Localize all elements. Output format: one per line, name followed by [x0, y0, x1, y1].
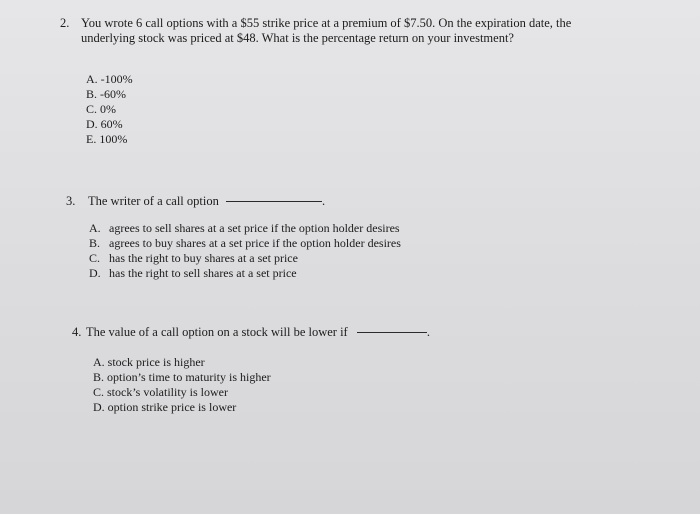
- question-4-option-a[interactable]: A. stock price is higher: [93, 355, 205, 369]
- question-3-option-d[interactable]: [89, 266, 401, 281]
- question-3-number: 3.: [66, 194, 76, 208]
- question-4-option-d[interactable]: D. option strike price is lower: [93, 400, 237, 414]
- question-2-text-2: underlying stock was priced at $48. What is the percentage return on your investment?: [81, 31, 514, 45]
- question-4-number: 4.: [72, 325, 82, 339]
- question-4-stem-end: .: [426, 325, 430, 339]
- question-4: [72, 325, 430, 340]
- question-3-stem: [66, 194, 325, 209]
- question-3-answer-blank[interactable]: [226, 201, 322, 202]
- question-2-option-d[interactable]: D. 60%: [86, 117, 123, 131]
- question-4-options: [93, 355, 271, 415]
- question-2-number: 2.: [60, 16, 70, 30]
- question-4-answer-blank[interactable]: [357, 332, 427, 333]
- question-3: [66, 194, 325, 209]
- question-4-option-b[interactable]: B. option’s time to maturity is higher: [93, 370, 271, 384]
- question-3-stem-end: .: [321, 194, 326, 208]
- option-letter: A.: [89, 221, 101, 235]
- option-letter: D.: [89, 266, 101, 280]
- question-2-line-1: [60, 16, 571, 31]
- question-2-option-e[interactable]: E. 100%: [86, 132, 128, 146]
- question-3-option-b[interactable]: [89, 236, 401, 251]
- question-3-option-a[interactable]: [89, 221, 401, 236]
- question-2-option-c[interactable]: C. 0%: [86, 102, 116, 116]
- option-text: agrees to buy shares at a set price if the option holder desires: [109, 236, 401, 250]
- question-4-stem: [72, 325, 430, 340]
- question-3-options: [89, 221, 401, 281]
- question-3-text: The writer of a call option: [88, 194, 219, 208]
- question-2-options: [86, 72, 133, 147]
- option-text: agrees to sell shares at a set price if the option holder desires: [109, 221, 400, 235]
- option-letter: B.: [89, 236, 101, 250]
- option-letter: C.: [89, 251, 101, 265]
- question-2-line-2: [60, 31, 571, 46]
- question-2-text-1: You wrote 6 call options with a $55 strike price at a premium of $7.50. On the expiration date, the: [81, 16, 572, 30]
- question-4-option-c[interactable]: C. stock’s volatility is lower: [93, 385, 228, 399]
- question-2-option-b[interactable]: B. -60%: [86, 87, 126, 101]
- option-text: has the right to sell shares at a set price: [109, 266, 297, 280]
- question-3-option-c[interactable]: [89, 251, 401, 266]
- option-text: has the right to buy shares at a set price: [109, 251, 298, 265]
- question-4-text: The value of a call option on a stock will be lower if: [86, 325, 348, 339]
- question-2-option-a[interactable]: A. -100%: [86, 72, 133, 86]
- question-2: [60, 16, 571, 46]
